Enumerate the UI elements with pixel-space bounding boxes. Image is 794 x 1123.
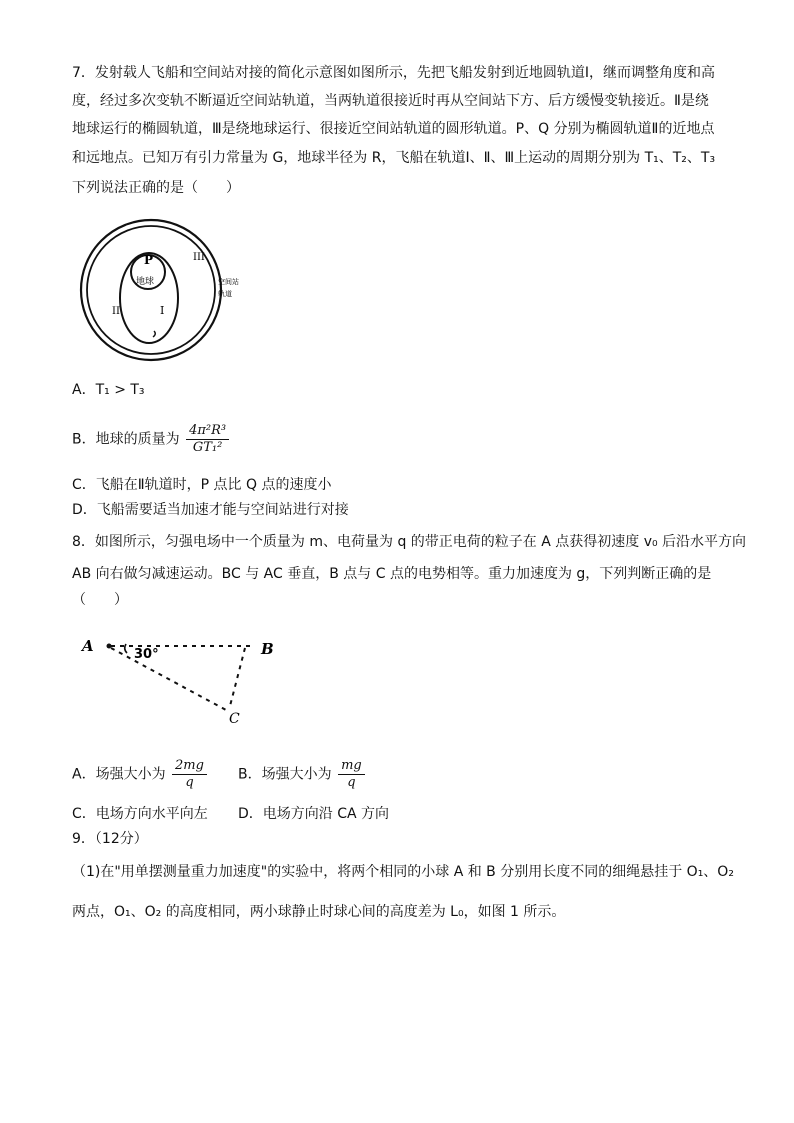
label-earth: 地球 — [136, 277, 155, 287]
point-q-mark — [153, 331, 155, 337]
q7-line-5: 下列说法正确的是（ ） — [72, 180, 240, 196]
angle-arc — [125, 644, 127, 653]
point-a-dot — [107, 644, 112, 649]
label-p: P — [144, 253, 154, 267]
q9-line-2: 两点，O₁、O₂ 的高度相同，两小球静止时球心间的高度差为 L₀，如图 1 所示。 — [72, 904, 566, 920]
q7-option-b-denominator: GT₁² — [192, 440, 223, 455]
q7-line-1: 7．发射载人飞船和空间站对接的简化示意图如图所示，先把飞船发射到近地圆轨道Ⅰ，继而调整角度和高 — [72, 65, 716, 81]
q8-line-1: 8．如图所示，匀强电场中一个质量为 m、电荷量为 q 的带正电荷的粒子在 A 点获得初速度 v₀ 后沿水平方向 — [72, 534, 747, 550]
q7-option-b-numerator: 4π²R³ — [186, 423, 229, 440]
q8-option-d: D．电场方向沿 CA 方向 — [238, 806, 390, 822]
label-a: A — [82, 637, 94, 655]
q8-option-b-denominator: q — [347, 775, 356, 790]
q8-option-b — [238, 758, 365, 791]
label-angle: 30° — [134, 647, 159, 662]
q7-line-2: 度，经过多次变轨不断逼近空间站轨道，当两轨道很接近时再从空间站下方、后方缓慢变轨接近。Ⅱ是绕 — [72, 93, 709, 109]
q8-option-c: C．电场方向水平向左 — [72, 806, 208, 822]
q8-option-b-numerator: mg — [338, 758, 365, 775]
label-orbit-1: I — [160, 304, 165, 317]
q7-option-d: D．飞船需要适当加速才能与空间站进行对接 — [72, 502, 349, 518]
q7-option-b-fraction — [186, 423, 229, 456]
q8-option-a — [72, 758, 207, 791]
orbit-3-inner-ring — [87, 226, 215, 354]
label-station: 空间站 — [218, 278, 239, 286]
q7-option-b-text: B．地球的质量为 — [72, 431, 180, 448]
q9-line-1: （1)在"用单摆测量重力加速度"的实验中，将两个相同的小球 A 和 B 分别用长度不同的细绳悬挂于 O₁、O₂ — [72, 864, 734, 880]
q8-line-2: AB 向右做匀减速运动。BC 与 AC 垂直，B 点与 C 点的电势相等。重力加速度为 g，下列判断正确的是 — [72, 566, 712, 582]
q8-line-3: （ ） — [72, 592, 128, 608]
q7-option-c: C．飞船在Ⅱ轨道时，P 点比 Q 点的速度小 — [72, 477, 332, 493]
q9-title: 9．（12分） — [72, 831, 148, 847]
q8-option-b-text: B．场强大小为 — [238, 766, 332, 783]
orbit-3-outer-ring — [81, 220, 221, 360]
q8-option-b-fraction — [338, 758, 365, 791]
q8-option-a-text: A．场强大小为 — [72, 766, 166, 783]
segment-bc — [230, 648, 245, 706]
electric-field-diagram — [80, 630, 290, 730]
label-orbit-2: II — [112, 306, 120, 317]
q7-option-a: A．T₁ > T₃ — [72, 382, 145, 398]
q8-option-a-numerator: 2mg — [172, 758, 207, 775]
label-c: C — [229, 711, 240, 727]
q7-option-b — [72, 423, 229, 456]
label-b: B — [261, 640, 274, 658]
q7-line-4: 和远地点。已知万有引力常量为 G，地球半径为 R，飞船在轨道Ⅰ、Ⅱ、Ⅲ上运动的周期分别为 T₁、T₂、T₃ — [72, 150, 716, 166]
label-orbit-3: III — [193, 252, 205, 263]
label-station-orbit: 轨道 — [218, 290, 232, 298]
orbit-diagram — [76, 218, 276, 368]
segment-ac — [111, 648, 226, 710]
q7-line-3: 地球运行的椭圆轨道，Ⅲ是绕地球运行、很接近空间站轨道的圆形轨道。P、Q 分别为椭圆轨道Ⅱ的近地点 — [72, 121, 715, 137]
q8-option-a-denominator: q — [185, 775, 194, 790]
q8-option-a-fraction — [172, 758, 207, 791]
